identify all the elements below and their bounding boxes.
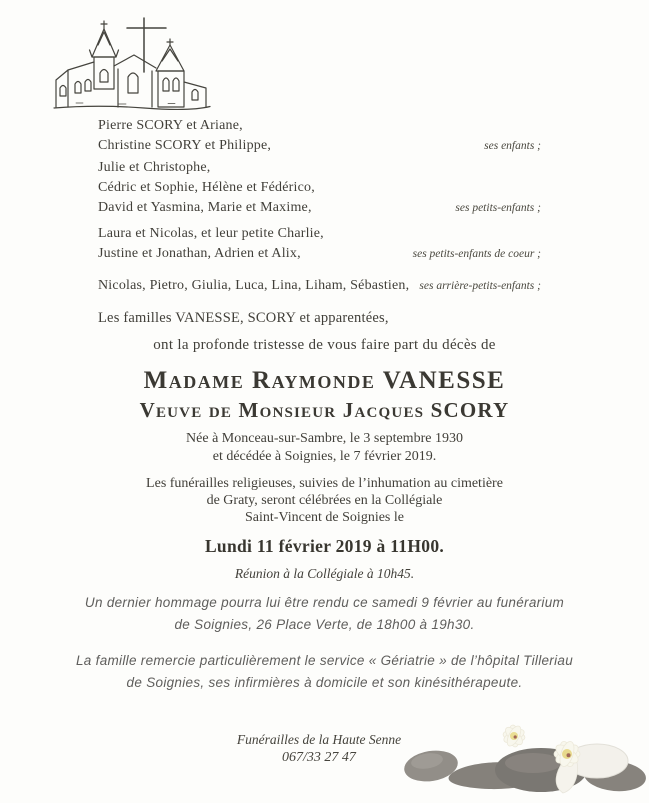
family-group-grandchildren: [98, 158, 541, 218]
thanks-line: La famille remercie particulièrement le service « Gériatrie » de l’hôpital Tilleriau: [75, 653, 574, 668]
funeral-home-phone: 067/33 27 47: [282, 750, 356, 765]
ceremony-block: [0, 475, 649, 526]
homage-line: de Soignies, 26 Place Verte, de 18h00 à 19h30.: [174, 617, 475, 632]
name-line: Julie et Christophe,: [98, 160, 211, 175]
funeral-date-line: Lundi 11 février 2019 à 11H00.: [204, 536, 445, 556]
family-group-grandchildren-of-heart: [98, 224, 541, 264]
relation-label: ses petits-enfants de coeur ;: [412, 248, 541, 260]
name-line: David et Yasmina, Marie et Maxime,: [98, 200, 312, 215]
family-names: [98, 224, 324, 264]
relation-label: ses enfants ;: [484, 140, 541, 152]
name-line: Justine et Jonathan, Adrien et Alix,: [98, 246, 301, 261]
thanks-line: de Soignies, ses infirmières à domicile et son kinésithérapeute.: [126, 675, 523, 690]
name-line: Laura et Nicolas, et leur petite Charlie,: [98, 226, 324, 241]
homage-line: Un dernier hommage pourra lui être rendu ce samedi 9 février au funérarium: [84, 595, 565, 610]
family-group-great-grandchildren: [98, 276, 541, 296]
funeral-home-name: Funérailles de la Haute Senne: [236, 732, 402, 747]
relation-label: ses petits-enfants ;: [455, 202, 541, 214]
church-icon: [48, 14, 216, 114]
ceremony-line: Les funérailles religieuses, suivies de l’inhumation au cimetière: [146, 476, 503, 491]
thanks-block: [0, 650, 649, 694]
deceased-name: Madame Raymonde VANESSE: [143, 367, 506, 394]
homage-block: [0, 592, 649, 636]
family-names: [98, 116, 271, 156]
families-line: Les familles VANESSE, SCORY et apparentées,: [98, 310, 389, 326]
name-line: Cédric et Sophie, Hélène et Fédérico,: [98, 180, 315, 195]
ceremony-line: Saint-Vincent de Soignies le: [245, 510, 404, 525]
family-names: [98, 276, 409, 296]
family-list: [98, 116, 541, 296]
family-group-children: [98, 116, 541, 156]
death-line: et décédée à Soignies, le 7 février 2019.: [212, 449, 437, 464]
birth-death-block: [0, 430, 649, 466]
name-line: Nicolas, Pietro, Giulia, Luca, Lina, Liham, Sébastien,: [98, 278, 410, 293]
relation-label: ses arrière-petits-enfants ;: [419, 280, 541, 292]
deceased-subtitle: Veuve de Monsieur Jacques SCORY: [139, 398, 510, 422]
family-names: [98, 158, 315, 218]
birth-line: Née à Monceau-sur-Sambre, le 3 septembre 1930: [186, 431, 463, 446]
zen-stones-orchids-icon: [401, 714, 649, 798]
name-line: Christine SCORY et Philippe,: [98, 138, 272, 153]
ceremony-line: de Graty, seront célébrées en la Collégiale: [206, 493, 443, 508]
announcement-intro: ont la profonde tristesse de vous faire part du décès de: [153, 337, 496, 353]
name-line: Pierre SCORY et Ariane,: [98, 118, 243, 133]
meeting-line: Réunion à la Collégiale à 10h45.: [234, 566, 415, 581]
